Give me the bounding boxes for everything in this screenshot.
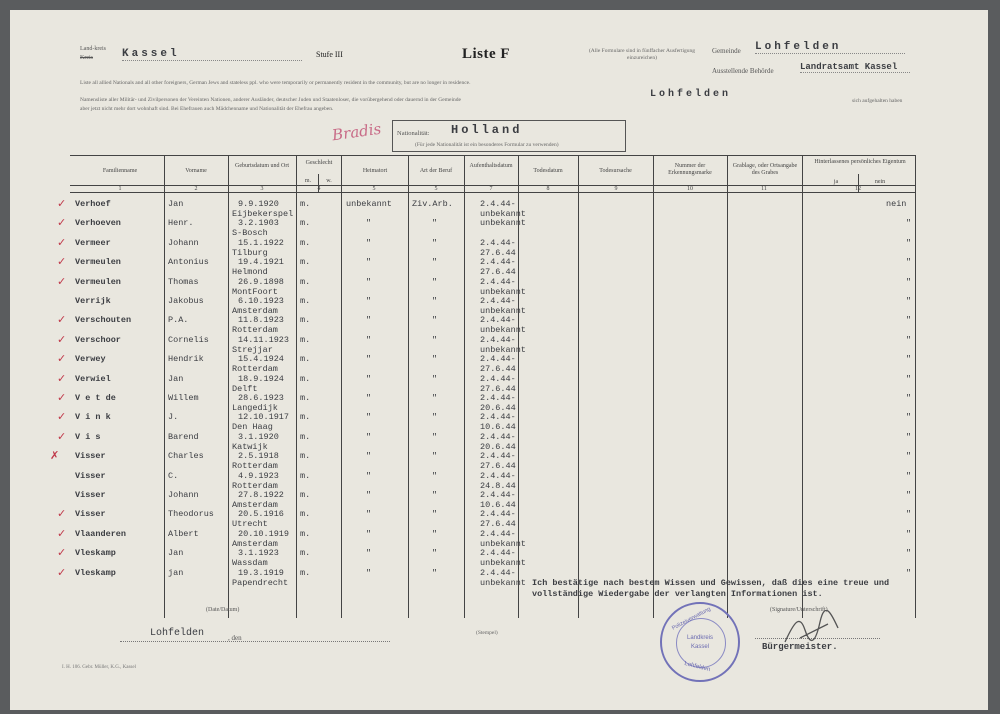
cell-stay: 2.4.44- [480,528,516,539]
cell-birth-place: Den Haag [232,422,273,433]
cell-birth-place: Helmond [232,267,268,278]
cell-first: Jakobus [168,296,204,306]
cell-birth-date: 19.3.1919 [238,567,284,578]
cell-stay: 2.4.44- [480,199,516,209]
cell-surname: Verschouten [75,315,132,326]
cell-stay: 2.4.44- [480,373,516,384]
cell-occ: " [432,393,438,403]
cell-surname: Vermeulen [75,276,121,287]
cell-birth-date: 3.1.1923 [238,548,279,559]
cell-birth-date: 20.10.1919 [238,528,290,539]
cell-prop: " [906,490,912,500]
col-divider [164,155,165,618]
copy-note: (Alle Formulare sind in fünffacher Ausfertigung einzureichen) [588,48,696,61]
signature-label: (Signature/Unterschrift) [770,607,828,613]
cell-prop: " [906,412,912,423]
cell-stay2: 27.6.44 [480,461,516,472]
cell-stay2: unbekannt [480,325,526,336]
cell-prop: " [906,509,912,520]
cell-birth-place: Wassdam [232,558,268,569]
printer-imprint: I. H. 106. Gebr. Müller, K.G., Kassel [62,665,136,670]
col-header-property: Hinterlassenes persönliches Eigentum [814,159,906,165]
cell-prop: " [906,393,912,403]
cell-surname: V i s [75,431,101,442]
cell-birth-place: Amsterdam [232,500,278,510]
cell-home: unbekannt [346,199,392,209]
cell-surname: Vermeulen [75,257,121,268]
row-check-mark: ✓ [57,235,67,249]
cell-birth-date: 14.11.1923 [238,334,290,345]
seal-text-1: Landkreis [687,635,714,641]
cell-birth-date: 3.2.1903 [238,218,279,229]
cell-birth-place: Delft [232,383,258,394]
cell-home: " [366,509,372,520]
cell-sex: m. [300,218,311,229]
cell-stay: 2.4.44- [480,431,516,442]
cell-first: Albert [168,528,199,539]
cell-prop: " [906,373,912,384]
col-number: 1 [118,186,122,192]
col-header-sex: Geschlecht [305,160,333,166]
cell-stay: 2.4.44- [480,412,516,423]
cell-occ: " [432,296,438,306]
cell-surname: Visser [75,470,106,481]
cell-birth-place: Amsterdam [232,538,278,549]
col-number: 10 [687,186,693,192]
col-number: 5 [372,186,376,192]
cell-stay2: 10.6.44 [480,500,516,510]
signature-scribble [780,610,850,650]
cell-first: Johann [168,237,199,248]
col-header-firstname: Vorname [185,168,207,174]
cell-home: " [366,218,372,229]
cell-birth-date: 19.4.1921 [238,257,284,268]
cell-birth-place: Rotterdam [232,325,278,336]
row-check-mark: ✓ [57,274,67,288]
cell-occ: " [432,237,438,248]
cell-sex: m. [300,451,311,462]
cell-stay: 2.4.44- [480,276,516,287]
seal-bottom-text: Lohfelden [683,660,711,674]
cell-prop: " [906,528,912,539]
cell-surname: Visser [75,490,106,500]
cell-surname: Verhoeven [75,218,121,229]
cell-stay: unbekannt [480,218,526,229]
cell-sex: m. [300,199,311,209]
cell-surname: Vlaanderen [75,528,127,539]
cell-home: " [366,393,372,403]
cell-first: Johann [168,490,199,500]
col-header-sex-w: w. [326,178,332,184]
row-check-mark: ✓ [57,255,67,269]
cell-occ: " [432,276,438,287]
col-number: 2 [194,186,198,192]
cell-birth-place: MontFoort [232,286,278,297]
row-check-mark: ✓ [57,391,67,404]
row-check-mark: ✓ [57,546,67,560]
cell-sex: m. [300,548,311,559]
col-header-home: Heimatort [362,168,388,174]
cell-stay2: unbekannt [480,286,526,297]
date-label: (Date/Datum) [206,607,240,613]
nationality-box [392,120,626,152]
row-check-mark: ✓ [57,352,67,366]
cell-stay2: 27.6.44 [480,364,516,375]
cell-stay2: unbekannt [480,344,526,355]
cell-occ: " [432,509,438,520]
cell-first: Antonius [168,257,209,268]
cell-first: Willem [168,393,199,403]
cell-surname: Verschoor [75,334,121,345]
cell-sex: m. [300,276,311,287]
cell-sex: m. [300,393,311,403]
cell-birth-date: 2.5.1918 [238,451,279,462]
cell-birth-place: Tilburg [232,247,268,258]
document-sheet [10,10,988,710]
cell-stay2: 24.8.44 [480,480,516,491]
cell-birth-date: 18.9.1924 [238,373,284,384]
col-divider [915,155,916,618]
col-header-surname: Familienname [102,168,138,174]
intro-place: Lohfelden [650,89,732,100]
stamp-label: (Stempel) [476,630,498,636]
cell-birth-date: 6.10.1923 [238,296,284,306]
gemeinde-value: Lohfelden [755,41,905,54]
cell-home: " [366,354,372,365]
cell-prop: " [906,257,912,268]
cell-home: " [366,451,372,462]
row-check-mark: ✓ [57,371,67,385]
cell-birth-date: 12.10.1917 [238,412,290,423]
cell-birth-date: 15.1.1922 [238,237,284,248]
cell-birth-date: 20.5.1916 [238,509,284,520]
cell-surname: Verwiel [75,373,111,384]
cell-home: " [366,412,372,423]
cell-occ: " [432,373,438,384]
cell-prop: " [906,470,912,481]
cell-occ: " [432,431,438,442]
col-header-property-nein: nein [874,179,886,185]
col-divider [408,155,409,618]
cell-birth-date: 26.9.1898 [238,276,284,287]
cell-sex: m. [300,567,311,578]
cell-stay2: unbekannt [480,538,526,549]
col-number: 7 [489,186,493,192]
cell-stay: 2.4.44- [480,315,516,326]
col-header-occupation: Art der Beruf [419,168,453,174]
cell-birth-date: 27.8.1922 [238,490,284,500]
cell-stay2: 27.6.44 [480,519,516,530]
cell-birth-place: Katwijk [232,441,268,452]
row-check-mark: ✓ [57,507,67,521]
cell-sex: m. [300,431,311,442]
land-kreis-label: Land-kreis [80,46,106,52]
col-header-grave: Grablage, oder Ortsangabe des Grabes [732,163,798,176]
intro-end: sich aufgehalten haben [852,98,903,104]
col-divider [802,155,803,618]
cell-home: " [366,490,372,500]
cell-sex: m. [300,296,311,306]
cell-stay: 2.4.44- [480,451,516,462]
cell-surname: Verhoef [75,199,111,209]
cell-prop: " [906,237,912,248]
col-divider [296,155,297,618]
cell-first: Jan [168,373,184,384]
table-top-rule [70,155,916,156]
cell-occ: " [432,490,438,500]
cell-birth-place: Amsterdam [232,306,278,316]
cell-home: " [366,373,372,384]
seal-top-text: Polizeiverwaltung [671,606,712,632]
cell-home: " [366,257,372,268]
cell-birth-date: 15.4.1924 [238,354,284,365]
cell-surname: Vermeer [75,237,111,248]
cell-occ: " [432,548,438,559]
col-number: 5 [434,186,438,192]
cell-home: " [366,567,372,578]
cell-surname: Vleskamp [75,548,116,559]
cell-prop: nein [886,199,907,209]
col-divider [464,155,465,618]
cell-prop: " [906,431,912,442]
cell-stay2: unbekannt [480,577,526,588]
nationality-note: (Für jede Nationalität ist ein besonderes Formular zu verwenden) [415,142,559,148]
cell-first: J. [168,412,179,423]
intro-german-1: Namensliste aller Militär- und Zivilpersonen der Vereinten Nationen, anderer Ausländer, deutscher Juden und Staatenloser, die vorübergehend oder dauernd in der Gemeinde [80,97,461,103]
col-header-tag-number: Nummer der Erkennungsmarke [668,163,712,176]
cell-surname: Verwey [75,354,106,365]
col-divider [653,155,654,618]
cell-birth-place: Langedijk [232,403,278,413]
cell-stay2: 27.6.44 [480,247,516,258]
cell-stay2: 27.6.44 [480,383,516,394]
cell-occ: " [432,567,438,578]
cell-occ: " [432,334,438,345]
cell-prop: " [906,296,912,306]
cell-stay: 2.4.44- [480,548,516,559]
cell-prop: " [906,451,912,462]
cell-surname: Verrijk [75,296,111,306]
cell-home: " [366,315,372,326]
cell-sex: m. [300,315,311,326]
cell-occ: " [432,218,438,229]
cell-first: Jan [168,548,184,559]
cell-stay2: unbekannt [480,558,526,569]
cell-stay2: unbekannt [480,209,526,219]
intro-german-2: aber jetzt nicht mehr dort wohnhaft sind. Bei Ehefrauen auch Mädchenname und Nationalität der Ehefrau angeben. [80,106,334,112]
col-header-sex-m: m. [304,178,312,184]
cell-occ: " [432,257,438,268]
cell-first: jan [168,567,184,578]
col-header-stay: Aufenthaltsdatum [469,163,513,169]
cell-birth-place: Eijbekerspel [232,209,294,219]
cell-stay2: unbekannt [480,306,526,316]
col-number: 4 [317,186,321,192]
cell-home: " [366,237,372,248]
col-number: 3 [260,186,264,192]
col-header-property-ja: ja [833,179,839,185]
cell-home: " [366,334,372,345]
col-number: 8 [546,186,550,192]
cell-birth-date: 9.9.1920 [238,199,279,209]
cell-first: Henr. [168,218,194,229]
nationality-label: Nationalität: [397,130,430,137]
certification-line-1: Ich bestätige nach bestem Wissen und Gewissen, daß dies eine treue und [532,578,890,588]
handwritten-margin-mark: Bradis [330,119,383,145]
cell-home: " [366,276,372,287]
cell-prop: " [906,334,912,345]
footer-place: Lohfelden [150,628,205,639]
cell-first: P.A. [168,315,189,326]
certification-line-2: vollständige Wiedergabe der verlangten Informationen ist. [532,589,823,599]
date-line [120,641,390,642]
cell-sex: m. [300,334,311,345]
cell-stay: 2.4.44- [480,567,516,578]
col-divider [578,155,579,618]
cell-first: Jan [168,199,184,209]
cell-stay: 2.4.44- [480,334,516,345]
cell-first: Charles [168,451,204,462]
row-check-mark: ✓ [57,332,67,346]
cell-occ: " [432,470,438,481]
cell-birth-date: 28.6.1923 [238,393,284,403]
cell-first: Barend [168,431,199,442]
cell-prop: " [906,567,912,578]
cell-birth-date: 11.8.1923 [238,315,284,326]
cell-birth-place: Papendrecht [232,577,289,588]
cell-surname: Visser [75,509,106,520]
cell-occ: " [432,451,438,462]
cell-stay2: 20.6.44 [480,403,516,413]
row-check-mark: ✓ [57,429,67,443]
cell-birth-place: Strejjar [232,344,273,355]
col-divider [228,155,229,618]
stufe-label: Stufe III [316,50,343,59]
cell-home: " [366,296,372,306]
row-check-mark: ✓ [57,313,67,327]
cell-occ: " [432,315,438,326]
cell-home: " [366,470,372,481]
cell-surname: Vleskamp [75,567,116,578]
cell-occ: " [432,354,438,365]
cell-first: Hendrik [168,354,204,365]
col-divider [341,155,342,618]
cell-occ: " [432,528,438,539]
row-check-mark: ✓ [57,410,67,424]
cell-stay: 2.4.44- [480,393,516,403]
col-header-death-cause: Todesursache [599,168,632,174]
cell-prop: " [906,548,912,559]
cell-prop: " [906,354,912,365]
cell-occ: " [432,412,438,423]
cell-sex: m. [300,257,311,268]
cell-birth-place: Rotterdam [232,461,278,472]
cell-stay: 2.4.44- [480,296,516,306]
cell-stay: 2.4.44- [480,509,516,520]
cell-stay: 2.4.44- [480,237,516,248]
cell-home: " [366,431,372,442]
nationality-value: Holland [451,123,523,137]
cell-sex: m. [300,528,311,539]
cell-sex: m. [300,470,311,481]
row-check-mark: ✓ [57,565,67,579]
signer-role: Bürgermeister. [762,642,838,652]
cell-sex: m. [300,509,311,520]
cell-stay: 2.4.44- [480,470,516,481]
row-check-mark: ✓ [57,216,67,230]
cell-prop: " [906,218,912,229]
row-check-mark: ✓ [57,526,67,540]
cell-surname: Visser [75,451,106,462]
row-check-mark: ✗ [50,449,60,463]
cell-first: Theodorus [168,509,214,520]
col-header-death-date: Todesdatum [533,168,563,174]
kreis-struck-label: Kreis [80,55,93,61]
cell-sex: m. [300,490,311,500]
col-header-birth: Geburtsdatum und Ort [235,163,289,169]
cell-prop: " [906,276,912,287]
seal-text-2: Kassel [691,644,710,650]
cell-stay2: 10.6.44 [480,422,516,433]
page-title: Liste F [462,46,511,62]
intro-english: Liste all allied Nationals and all other foreigners, German Jews and stateless ppl. who were temporarily or permanently resident in the community, but are no longer in residence. [80,80,471,86]
cell-occ: Ziv.Arb. [412,199,453,209]
footer-den: , den [228,634,242,642]
behoerde-label: Ausstellende Behörde [712,67,774,75]
kreis-value: Kassel [122,48,302,61]
cell-birth-place: Utrecht [232,519,268,530]
cell-birth-place: Rotterdam [232,480,278,491]
behoerde-value: Landratsamt Kassel [800,62,910,73]
row-check-mark: ✓ [57,197,67,210]
col-number: 12 [855,186,861,192]
cell-sex: m. [300,237,311,248]
cell-stay: 2.4.44- [480,354,516,365]
cell-home: " [366,548,372,559]
col-number: 11 [761,186,767,192]
cell-sex: m. [300,412,311,423]
cell-first: Cornelis [168,334,209,345]
col-divider [727,155,728,618]
official-seal [660,602,740,682]
col-number: 9 [614,186,618,192]
cell-birth-date: 4.9.1923 [238,470,279,481]
cell-first: C. [168,470,179,481]
gemeinde-label: Gemeinde [712,47,741,55]
cell-sex: m. [300,354,311,365]
cell-prop: " [906,315,912,326]
cell-stay2: 27.6.44 [480,267,516,278]
cell-surname: V i n k [75,412,111,423]
cell-birth-place: S-Bosch [232,228,268,239]
cell-home: " [366,528,372,539]
cell-surname: V e t de [75,393,116,403]
cell-sex: m. [300,373,311,384]
cell-stay: 2.4.44- [480,490,516,500]
cell-first: Thomas [168,276,199,287]
cell-birth-date: 3.1.1920 [238,431,279,442]
cell-stay2: 20.6.44 [480,441,516,452]
cell-stay: 2.4.44- [480,257,516,268]
cell-birth-place: Rotterdam [232,364,278,375]
